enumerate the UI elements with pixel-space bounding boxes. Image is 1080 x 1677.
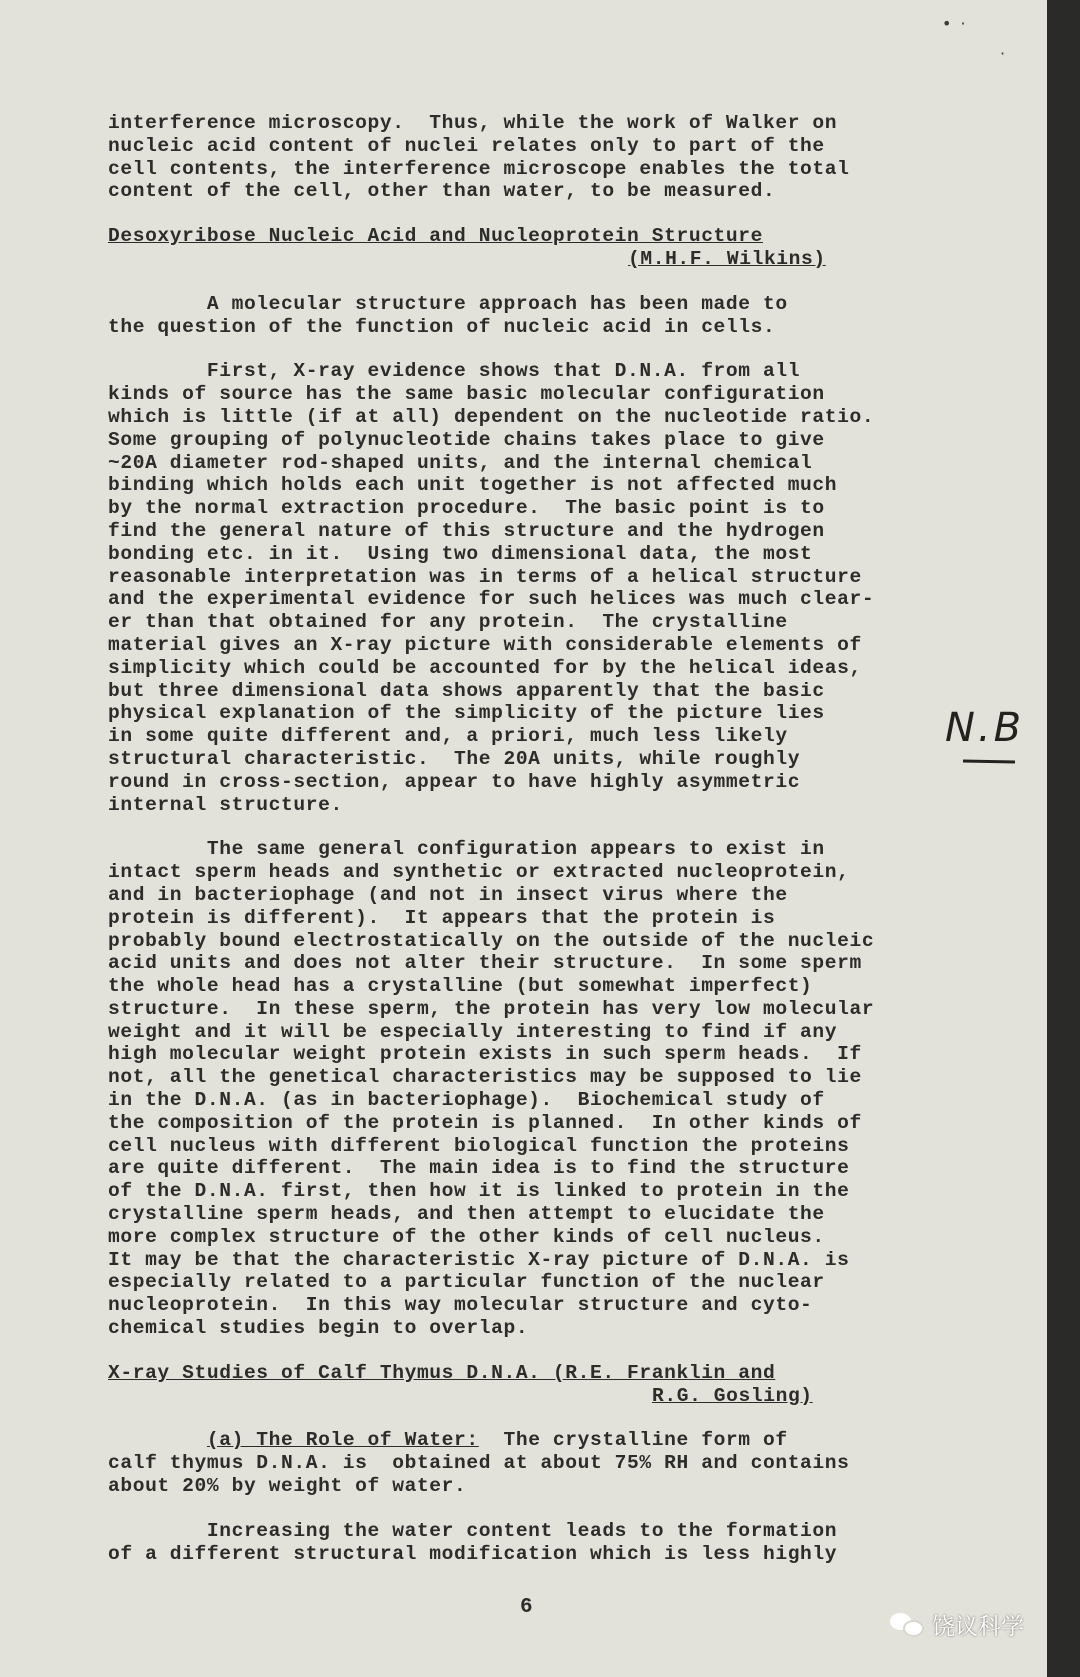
wechat-icon: [890, 1611, 924, 1639]
section-title: X-ray Studies of Calf Thymus D.N.A. (R.E. Franklin and: [108, 1361, 776, 1384]
section-author: (M.H.F. Wilkins): [628, 247, 826, 270]
watermark-label: 饶议科学: [932, 1614, 1024, 1640]
scan-speck: ·: [1000, 44, 1008, 63]
sub-heading: (a) The Role of Water:: [206, 1429, 479, 1452]
intro-paragraph: interference microscopy. Thus, while the work of Walker on nucleic acid content of nuclei relates only to part of the cell contents, the interference microscope enables the total content of the cell, other than water, to be measured.: [108, 112, 850, 203]
section-heading-wilkins: [108, 225, 948, 271]
page-number: 6: [520, 1596, 533, 1619]
document-body: [108, 112, 948, 1565]
section-heading-franklin: [108, 1362, 948, 1408]
paragraph: Increasing the water content leads to the formation of a different structural modification which is less highly: [108, 1519, 838, 1565]
watermark: [890, 1608, 1024, 1641]
paragraph: First, X-ray evidence shows that D.N.A. from all kinds of source has the same basic molecular configuration which is little (if at all) dependent on the nucleotide ratio. Some grouping of polynucleotide chains takes place to give ~20A diameter rod-shaped units, and the internal chemical binding which holds each unit together is not affected much by the normal extraction procedure. The basic point is to find the general nature of this structure and the hydrogen bonding etc. in it. Using two dimensional data, the most reasonable interpretation was in terms of a helical structure and the experimental evidence for such helices was much clear- er than that obtained for any protein. The crystalline material gives an X-ray picture with considerable elements of simplicity which could be accounted for by the helical ideas, but three dimensional data shows apparently that the basic physical explanation of the simplicity of the picture lies in some quite different and, a priori, much less likely structural characteristic. The 20A units, while roughly round in cross-section, appear to have highly asymmetric internal structure.: [108, 360, 875, 816]
scan-edge: [1047, 0, 1080, 1677]
paragraph: A molecular structure approach has been made to the question of the function of nucleic acid in cells.: [108, 292, 788, 338]
paragraph: The same general configuration appears to exist in intact sperm heads and synthetic or extracted nucleoprotein, and in bacteriophage (and not in insect virus where the protein is different). It appears that the protein is probably bound electrostatically on the outside of the nucleic acid units and does not alter their structure. In some sperm the whole head has a crystalline (but somewhat imperfect) structure. In these sperm, the protein has very low molecular weight and it will be especially interesting to find if any high molecular weight protein exists in such sperm heads. If not, all the genetical characteristics may be supposed to lie in the D.N.A. (as in bacteriophage). Biochemical study of the composition of the protein is planned. In other kinds of cell nucleus with different biological function the proteins are quite different. The main idea is to find the structure of the D.N.A. first, then how it is linked to protein in the crystalline sperm heads, and then attempt to elucidate the more complex structure of the other kinds of cell nucleus. It may be that the characteristic X-ray picture of D.N.A. is especially related to a particular function of the nuclear nucleoprotein. In this way molecular structure and cyto- chemical studies begin to overlap.: [108, 838, 875, 1340]
section-title: Desoxyribose Nucleic Acid and Nucleoprotein Structure: [108, 225, 763, 248]
handwritten-margin-note: N.B: [945, 705, 1025, 751]
paragraph: (a) The Role of Water: The crystalline form of calf thymus D.N.A. is obtained at about 75% RH and contains about 20% by weight of water.: [108, 1429, 850, 1498]
section-author: R.G. Gosling): [652, 1384, 813, 1407]
scan-speck: • ·: [942, 14, 968, 33]
